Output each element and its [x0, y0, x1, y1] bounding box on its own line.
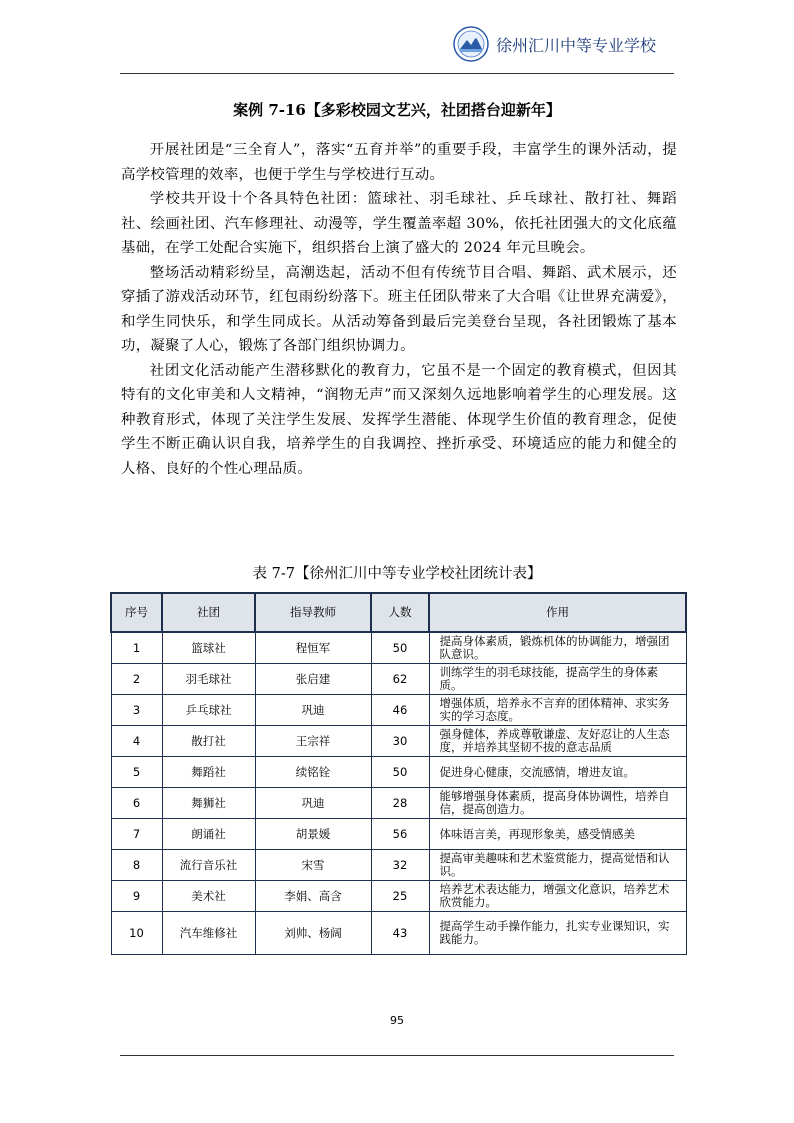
school-name: 徐州汇川中等专业学校: [496, 36, 657, 55]
cell-index: 6: [111, 788, 162, 819]
cell-index: 9: [111, 881, 162, 912]
cell-index: 3: [111, 695, 162, 726]
header-function: 作用: [429, 593, 686, 632]
cell-club: 羽毛球社: [162, 664, 255, 695]
table-row: [111, 819, 686, 850]
header-count: 人数: [371, 593, 429, 632]
cell-club: 美术社: [162, 881, 255, 912]
table-header-row: [111, 593, 686, 632]
case-title: 案例 7-16【多彩校园文艺兴，社团搭台迎新年】: [233, 101, 561, 119]
cell-teacher: 李娟、高含: [255, 881, 371, 912]
cell-teacher: 宋雪: [255, 850, 371, 881]
cell-teacher: 王宗祥: [255, 726, 371, 757]
cell-index: 7: [111, 819, 162, 850]
school-emblem-icon: [453, 26, 489, 62]
table-row: [111, 850, 686, 881]
cell-club: 朗诵社: [162, 819, 255, 850]
cell-index: 1: [111, 632, 162, 664]
cell-index: 5: [111, 757, 162, 788]
cell-count: 32: [371, 850, 429, 881]
table-row: [111, 912, 686, 955]
cell-club: 舞狮社: [162, 788, 255, 819]
cell-count: 62: [371, 664, 429, 695]
cell-function: 促进身心健康，交流感情，增进友谊。: [429, 757, 686, 788]
cell-function: 能够增强身体素质，提高身体协调性，培养自信，提高创造力。: [429, 788, 686, 819]
cell-count: 28: [371, 788, 429, 819]
cell-club: 舞蹈社: [162, 757, 255, 788]
footer-rule: [120, 1055, 674, 1056]
cell-teacher: 程恒军: [255, 632, 371, 664]
cell-club: 汽车维修社: [162, 912, 255, 955]
cell-index: 4: [111, 726, 162, 757]
cell-function: 训练学生的羽毛球技能，提高学生的身体素质。: [429, 664, 686, 695]
cell-count: 56: [371, 819, 429, 850]
table-row: [111, 664, 686, 695]
cell-function: 提高审美趣味和艺术鉴赏能力，提高觉悟和认识。: [429, 850, 686, 881]
table-row: [111, 788, 686, 819]
header-index: 序号: [111, 593, 162, 632]
table-row: [111, 881, 686, 912]
cell-function: 提高学生动手操作能力，扎实专业课知识，实践能力。: [429, 912, 686, 955]
cell-teacher: 刘帅、杨阔: [255, 912, 371, 955]
paragraph: 社团文化活动能产生潜移默化的教育力，它虽不是一个固定的教育模式，但因其特有的文化审美和人文精神，“润物无声”而又深刻久远地影响着学生的心理发展。这种教育形式，体现了关注学生发展、发挥学生潜能、体现学生价值的教育理念，促使学生不断正确认识自我，培养学生的自我调控、挫折承受、环境适应的能力和健全的人格、良好的个性心理品质。: [121, 362, 677, 477]
cell-function: 培养艺术表达能力，增强文化意识，培养艺术欣赏能力。: [429, 881, 686, 912]
header-teacher: 指导教师: [255, 593, 371, 632]
header-club: 社团: [162, 593, 255, 632]
cell-club: 乒乓球社: [162, 695, 255, 726]
cell-function: 强身健体，养成尊敬谦虚、友好忍让的人生态度，并培养其坚韧不拔的意志品质: [429, 726, 686, 757]
cell-count: 30: [371, 726, 429, 757]
cell-teacher: 续铭铨: [255, 757, 371, 788]
page-header: [120, 26, 674, 74]
cell-count: 50: [371, 757, 429, 788]
cell-count: 43: [371, 912, 429, 955]
header-rule: [120, 73, 674, 74]
cell-index: 8: [111, 850, 162, 881]
paragraph: 整场活动精彩纷呈，高潮迭起，活动不但有传统节目合唱、舞蹈、武术展示，还穿插了游戏活动环节，红包雨纷纷落下。班主任团队带来了大合唱《让世界充满爱》，和学生同快乐，和学生同成长。从活动筹备到最后完美登台呈现，各社团锻炼了基本功，凝聚了人心，锻炼了各部门组织协调力。: [121, 264, 677, 354]
table-row: [111, 726, 686, 757]
cell-club: 篮球社: [162, 632, 255, 664]
cell-count: 50: [371, 632, 429, 664]
paragraph: 开展社团是“三全育人”，落实“五育并举”的重要手段，丰富学生的课外活动，提高学校管理的效率，也便于学生与学校进行互动。: [121, 142, 677, 183]
cell-count: 25: [371, 881, 429, 912]
table-caption: 表 7-7【徐州汇川中等专业学校社团统计表】: [252, 566, 542, 582]
table-row: [111, 632, 686, 664]
cell-teacher: 巩迪: [255, 695, 371, 726]
cell-function: 体味语言美，再现形象美，感受情感美: [429, 819, 686, 850]
cell-teacher: 张启建: [255, 664, 371, 695]
table-row: [111, 695, 686, 726]
cell-club: 流行音乐社: [162, 850, 255, 881]
club-statistics-table: [110, 592, 685, 955]
cell-count: 46: [371, 695, 429, 726]
body-text: [121, 138, 677, 481]
cell-index: 2: [111, 664, 162, 695]
cell-index: 10: [111, 912, 162, 955]
cell-teacher: 巩迪: [255, 788, 371, 819]
cell-function: 增强体质，培养永不言弃的团体精神、求实务实的学习态度。: [429, 695, 686, 726]
cell-function: 提高身体素质，锻炼机体的协调能力，增强团队意识。: [429, 632, 686, 664]
cell-teacher: 胡景媛: [255, 819, 371, 850]
cell-club: 散打社: [162, 726, 255, 757]
page-number: 95: [390, 1014, 404, 1027]
table-row: [111, 757, 686, 788]
paragraph: 学校共开设十个各具特色社团：篮球社、羽毛球社、乒乓球社、散打社、舞蹈社、绘画社团、汽车修理社、动漫等，学生覆盖率超 30%，依托社团强大的文化底蕴基础，在学工处配合实施下，组织搭台上演了盛大的 2024 年元旦晚会。: [121, 191, 677, 256]
